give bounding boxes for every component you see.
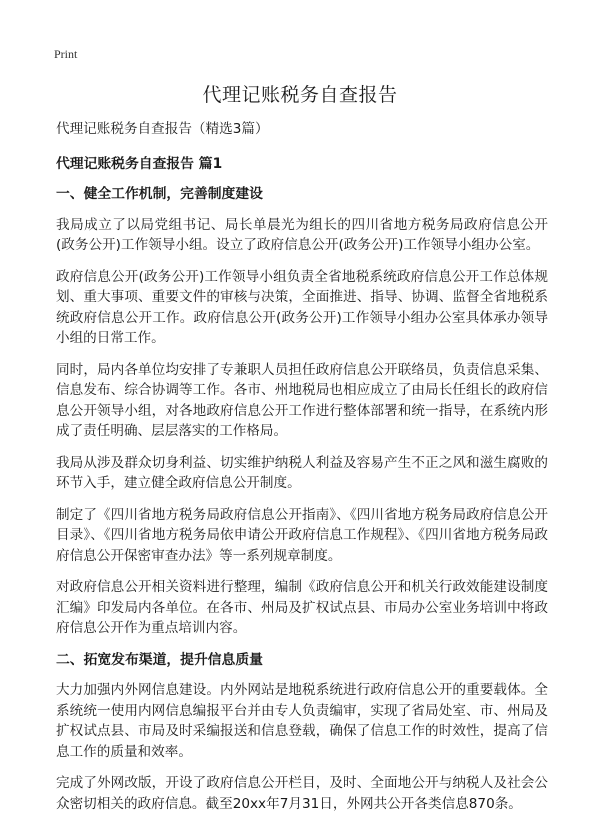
page-title: 代理记账税务自查报告 [202,84,398,106]
paragraph: 制定了《四川省地方税务局政府信息公开指南》、《四川省地方税务局政府信息公开目录》、《四川省地方税务局依申请公开政府信息工作规程》、《四川省地方税务局政府信息公开保密审查办法》等一系列规章制度。 [56,506,548,564]
section-heading-2: 二、拓宽发布渠道，提升信息质量 [56,651,263,668]
article-body [56,119,548,825]
section-heading-1: 一、健全工作机制，完善制度建设 [56,186,263,202]
paragraph: 政府信息公开(政务公开)工作领导小组负责全省地税系统政府信息公开工作总体规划、重大事项、重要文件的审核与决策，全面推进、指导、协调、监督全省地税系统政府信息公开工作。政府信息公开(政务公开)工作领导小组办公室具体承办领导小组的日常工作。 [56,268,548,346]
print-link[interactable]: Print [54,47,78,61]
paragraph: 完成了外网改版，开设了政府信息公开栏目，及时、全面地公开与纳税人及社会公众密切相关的政府信息。截至20xx年7月31日，外网共公开各类信息870条。 [56,775,548,812]
paragraph: 大力加强内外网信息建设。内外网站是地税系统进行政府信息公开的重要载体。全系统统一使用内网信息编报平台并由专人负责编审，实现了省局处室、市、州局及扩权试点县、市局及时采编报送和信息登载，确保了信息工作的时效性，提高了信息工作的质量和效率。 [56,682,548,760]
article-subtitle: 代理记账税务自查报告（精选3篇） [56,121,269,137]
paragraph: 对政府信息公开相关资料进行整理，编制《政府信息公开和机关行政效能建设制度汇编》印发局内各单位。在各市、州局及扩权试点县、市局办公室业务培训中将政府信息公开作为重点培训内容。 [56,579,548,636]
article-heading: 代理记账税务自查报告 篇1 [56,155,223,172]
paragraph: 我局从涉及群众切身利益、切实维护纳税人利益及容易产生不正之风和滋生腐败的环节入手，建立健全政府信息公开制度。 [56,454,548,491]
paragraph: 同时，局内各单位均安排了专兼职人员担任政府信息公开联络员，负责信息采集、信息发布、综合协调等工作。各市、州地税局也相应成立了由局长任组长的政府信息公开领导小组，对各地政府信息公开工作进行整体部署和统一指导，在系统内形成了责任明确、层层落实的工作格局。 [56,361,548,439]
paragraph: 我局成立了以局党组书记、局长单晨光为组长的四川省地方税务局政府信息公开(政务公开)工作领导小组。设立了政府信息公开(政务公开)工作领导小组办公室。 [56,216,548,253]
